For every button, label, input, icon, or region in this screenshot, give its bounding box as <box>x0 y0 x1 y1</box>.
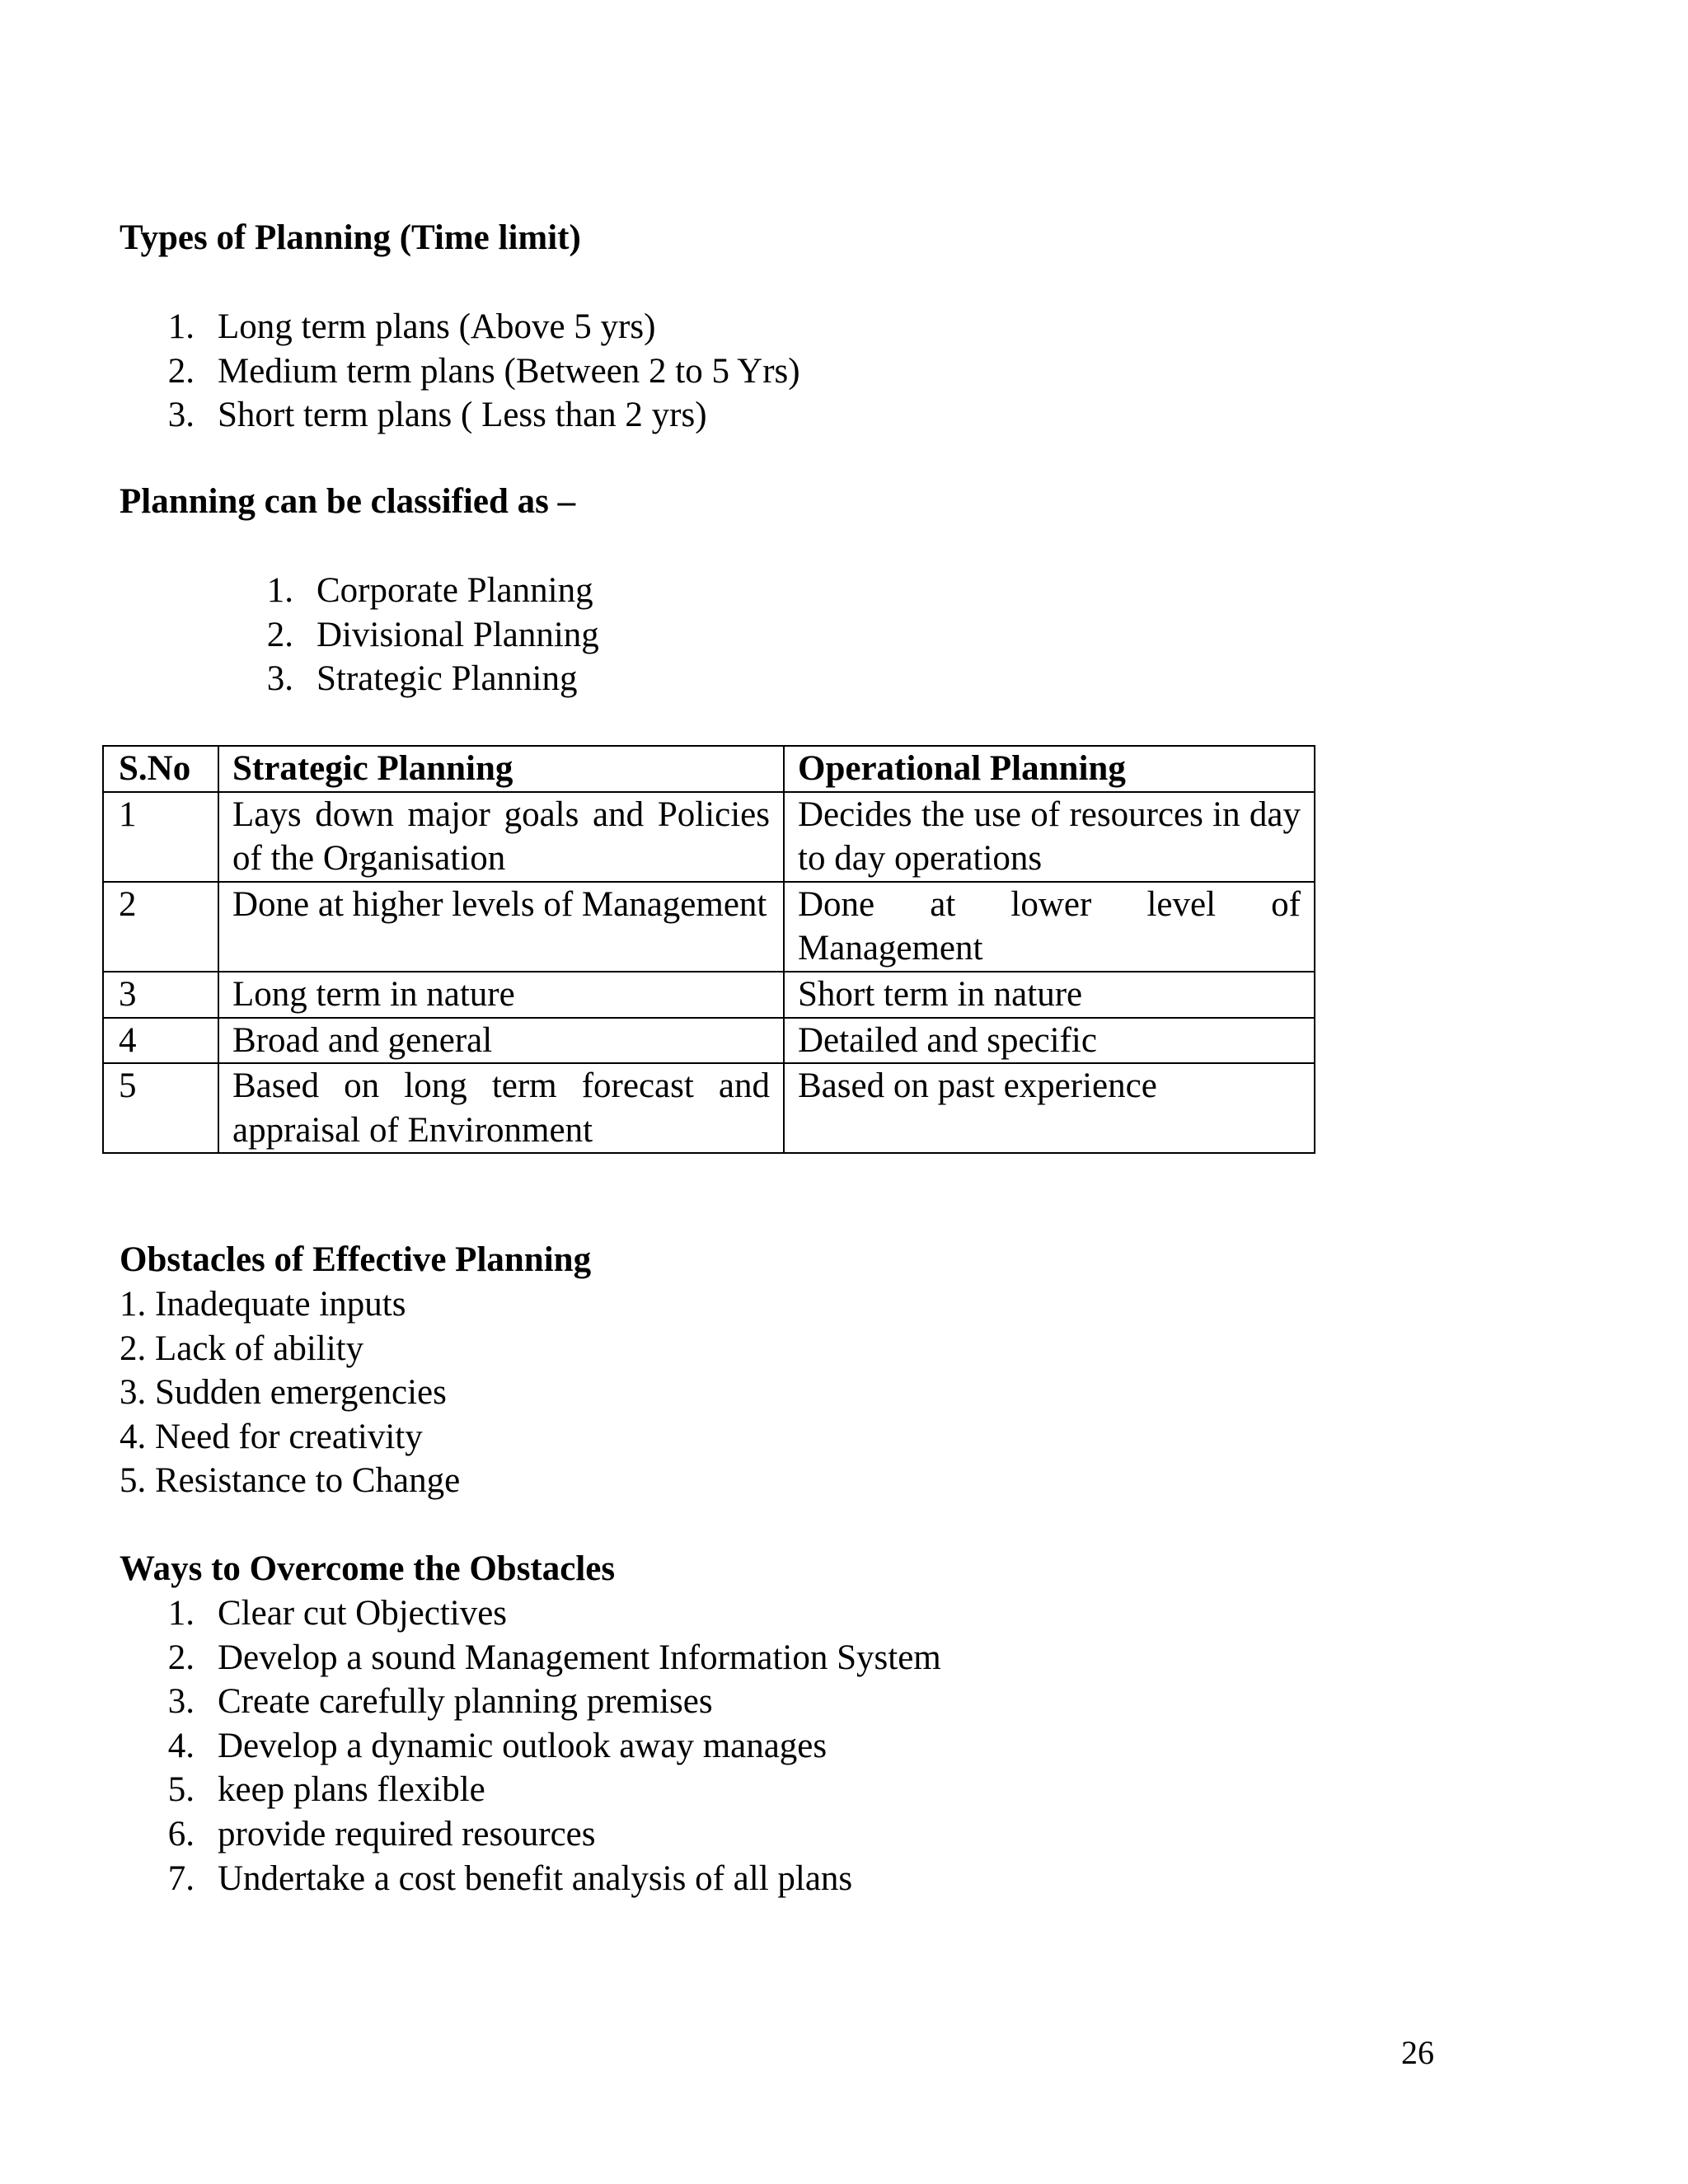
list-item-text: Long term plans (Above 5 yrs) <box>218 307 656 346</box>
table-row <box>103 1063 1315 1153</box>
list-item-number: 2. <box>266 615 293 654</box>
list-item-text: keep plans flexible <box>218 1770 485 1810</box>
list-item-number: 2. <box>167 351 195 391</box>
obstacles-list <box>120 1282 460 1503</box>
list-item-number: 4. <box>167 1726 195 1765</box>
list-item: 1. Inadequate inputs <box>120 1285 406 1324</box>
list-item-text: Short term plans ( Less than 2 yrs) <box>218 396 707 435</box>
cell-operational: Detailed and specific <box>784 1018 1315 1064</box>
cell-operational: Done at lower level of Management <box>784 882 1315 972</box>
cell-operational: Based on past experience <box>784 1063 1315 1153</box>
list-item-number: 1. <box>167 1594 195 1633</box>
list-item <box>162 1636 941 1680</box>
table-row <box>103 792 1315 882</box>
cell-sno: 2 <box>103 882 218 972</box>
table-row <box>103 972 1315 1018</box>
list-item-text: provide required resources <box>218 1814 596 1854</box>
cell-strategic: Lays down major goals and Policies of the Organisation <box>218 792 784 882</box>
list-item-number: 3. <box>167 1682 195 1722</box>
list-item-number: 7. <box>167 1858 195 1898</box>
planning-comparison-table <box>102 745 1315 1154</box>
cell-sno: 3 <box>103 972 218 1018</box>
types-of-planning-heading: Types of Planning (Time limit) <box>120 218 581 257</box>
list-item: 3. Sudden emergencies <box>120 1373 447 1413</box>
list-item <box>162 1680 941 1724</box>
list-item-text: Undertake a cost benefit analysis of all plans <box>218 1858 853 1898</box>
list-item <box>260 613 599 658</box>
list-item-text: Strategic Planning <box>316 659 578 699</box>
list-item-text: Corporate Planning <box>316 571 593 610</box>
types-of-planning-list <box>162 305 800 438</box>
list-item <box>162 1724 941 1769</box>
cell-operational: Decides the use of resources in day to day operations <box>784 792 1315 882</box>
list-item <box>162 349 800 394</box>
header-operational-planning: Operational Planning <box>784 746 1315 792</box>
list-item-text: Develop a dynamic outlook away manages <box>218 1726 828 1765</box>
list-item <box>162 1591 941 1636</box>
page-number: 26 <box>1401 2034 1434 2071</box>
list-item-number: 5. <box>167 1770 195 1810</box>
list-item-number: 6. <box>167 1814 195 1854</box>
list-item <box>162 1857 941 1901</box>
table-header-row <box>103 746 1315 792</box>
overcome-list <box>162 1591 941 1900</box>
cell-strategic: Based on long term forecast and appraisal of Environment <box>218 1063 784 1153</box>
classified-heading: Planning can be classified as – <box>120 482 576 521</box>
header-sno: S.No <box>103 746 218 792</box>
list-item-number: 1. <box>167 307 195 346</box>
cell-operational: Short term in nature <box>784 972 1315 1018</box>
list-item-text: Clear cut Objectives <box>218 1594 508 1633</box>
list-item-number: 3. <box>167 396 195 435</box>
list-item-text: Develop a sound Management Information System <box>218 1638 941 1677</box>
list-item <box>260 657 599 701</box>
list-item-number: 3. <box>266 659 293 699</box>
list-item <box>162 1768 941 1812</box>
cell-strategic: Broad and general <box>218 1018 784 1064</box>
list-item: 4. Need for creativity <box>120 1417 423 1456</box>
list-item-number: 1. <box>266 571 293 610</box>
list-item <box>260 569 599 613</box>
cell-sno: 4 <box>103 1018 218 1064</box>
list-item: 5. Resistance to Change <box>120 1461 461 1501</box>
list-item <box>162 1812 941 1857</box>
cell-strategic: Done at higher levels of Management <box>218 882 784 972</box>
classified-list <box>260 569 599 701</box>
list-item <box>162 305 800 349</box>
overcome-heading: Ways to Overcome the Obstacles <box>120 1549 616 1588</box>
cell-strategic: Long term in nature <box>218 972 784 1018</box>
list-item-number: 2. <box>167 1638 195 1677</box>
cell-sno: 1 <box>103 792 218 882</box>
list-item: 2. Lack of ability <box>120 1329 364 1368</box>
table-row <box>103 882 1315 972</box>
list-item-text: Medium term plans (Between 2 to 5 Yrs) <box>218 351 800 391</box>
list-item-text: Divisional Planning <box>316 615 599 654</box>
list-item <box>162 393 800 438</box>
header-strategic-planning: Strategic Planning <box>218 746 784 792</box>
obstacles-heading: Obstacles of Effective Planning <box>120 1240 592 1279</box>
list-item-text: Create carefully planning premises <box>218 1682 713 1722</box>
table-row <box>103 1018 1315 1064</box>
cell-sno: 5 <box>103 1063 218 1153</box>
